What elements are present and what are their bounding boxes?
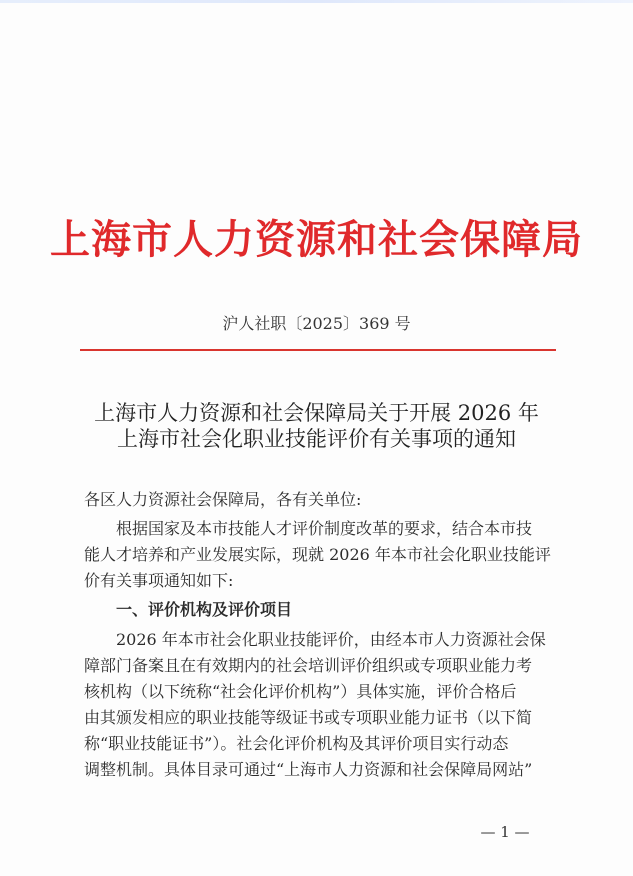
document-number: 沪人社职〔2025〕369 号 [222, 314, 411, 333]
paragraph-line: 由其颁发相应的职业技能等级证书或专项职业能力证书（以下简 [84, 708, 533, 727]
paragraph-line: 能人才培养和产业发展实际，现就 2026 年本市社会化职业技能评 [84, 545, 551, 564]
notice-title-line: 上海市人力资源和社会保障局关于开展 2026 年 [94, 401, 539, 425]
paragraph-line: 调整机制。具体目录可通过“上海市人力资源和社会保障局网站” [84, 760, 533, 779]
agency-title: 上海市人力资源和社会保障局 [50, 216, 583, 263]
paragraph-line: 2026 年本市社会化职业技能评价，由经本市人力资源社会保 [116, 630, 546, 649]
red-divider-line [80, 349, 556, 351]
paragraph-line: 价有关事项通知如下: [84, 571, 234, 590]
notice-body [84, 487, 560, 783]
section-heading: 一、评价机构及评价项目 [116, 600, 293, 619]
page-top-edge [0, 0, 633, 3]
paragraph-line: 根据国家及本市技能人才评价制度改革的要求，结合本市技 [116, 519, 533, 538]
page-number: — 1 — [480, 823, 530, 841]
notice-title [0, 398, 633, 450]
paragraph-line: 核机构（以下统称“社会化评价机构”）具体实施，评价合格后 [84, 682, 517, 701]
paragraph-line: 障部门备案且在有效期内的社会培训评价组织或专项职业能力考 [84, 656, 533, 675]
salutation: 各区人力资源社会保障局，各有关单位: [84, 490, 362, 509]
paragraph-line: 称“职业技能证书”）。社会化评价机构及其评价项目实行动态 [84, 734, 509, 753]
notice-title-line: 上海市社会化职业技能评价有关事项的通知 [117, 427, 516, 451]
